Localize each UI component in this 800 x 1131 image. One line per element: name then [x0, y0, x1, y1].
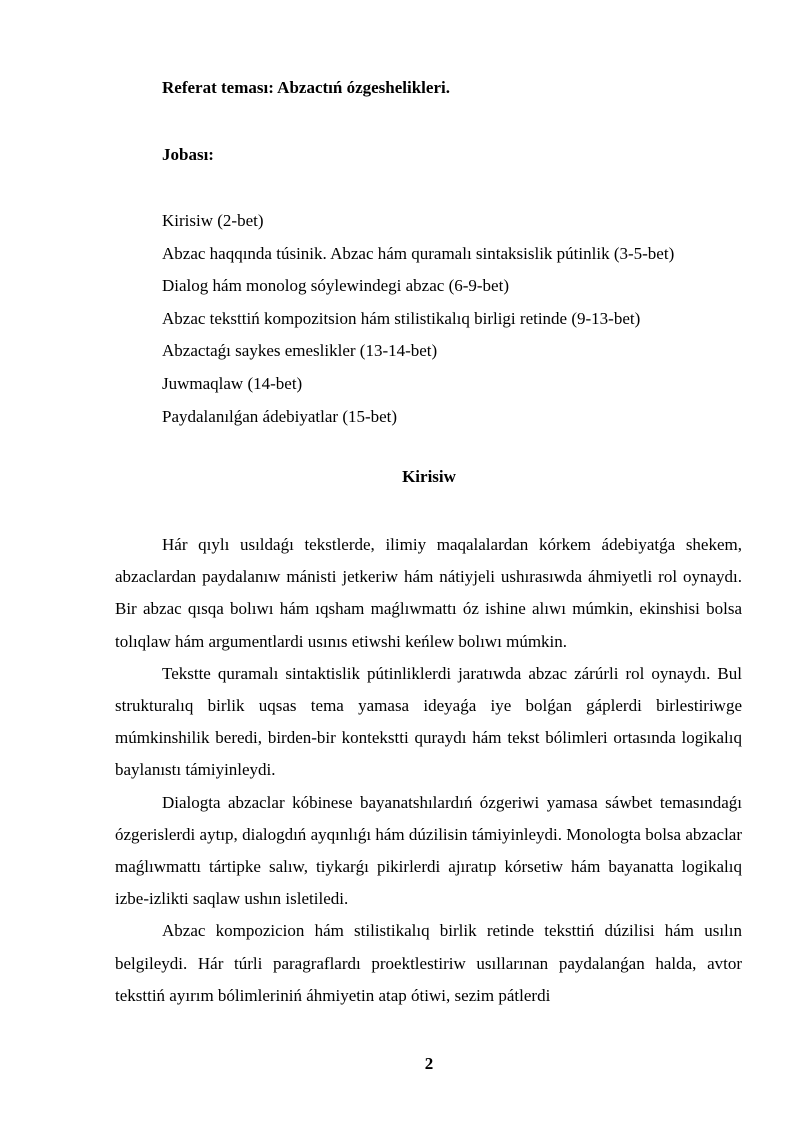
toc-item-composition: Abzac teksttiń kompozitsion hám stilistikalıq birligi retinde (9-13-bet) — [162, 308, 641, 328]
paragraph: Dialogta abzaclar kóbinese bayanatshılardıń ózgeriwi yamasa sáwbet temasındaǵı ózgerislerdi aytıp, dialogdıń ayqınlıǵı hám dúzilisin támiyinleydi. Monologta bolsa abzaclar maǵlıwmattı tártipke salıw, tiykarǵı pikirlerdi ajıratıp kórsetiw hám bayanatta logikalıq izbe-izlikti saqlaw ushın isletiledi. — [115, 792, 742, 909]
toc-item-concept: Abzac haqqında túsinik. Abzac hám quramalı sintaksislik pútinlik (3-5-bet) — [162, 243, 675, 263]
plan-heading: Jobası: — [162, 145, 214, 164]
paragraph: Abzac kompozicion hám stilistikalıq birlik retinde teksttiń dúzilisi hám usılın belgileydi. Hár túrli paragraflardı proektlestiriw usıllarınan paydalanǵan halda, avtor teksttiń ayırım bólimleriniń áhmiyetin atap ótiwi, sezim pátlerdi — [115, 921, 742, 1005]
toc-item-intro: Kirisiw (2-bet) — [162, 211, 264, 230]
toc-item-dialog-monolog: Dialog hám monolog sóylewindegi abzac (6-9-bet) — [162, 276, 509, 296]
paragraph: Tekstte quramalı sintaktislik pútinliklerdi jaratıwda abzac zárúrli rol oynaydı. Bul strukturalıq birlik uqsas tema yamasa ideyaǵa iye bolǵan gáplerdi birlestiriwge múmkinshilik beredi, birden-bir kontekstti quraydı hám tekst bólimleri ortasında logikalıq baylanıstı támiyinleydi. — [115, 663, 742, 780]
section-title: Kirisiw — [402, 467, 456, 486]
toc-item-mismatches: Abzactaǵı saykes emeslikler (13-14-bet) — [162, 341, 438, 361]
toc-item-conclusion: Juwmaqlaw (14-bet) — [162, 373, 303, 393]
body-text — [115, 529, 742, 1012]
page-number: 2 — [424, 1054, 434, 1073]
table-of-contents — [162, 205, 674, 433]
topic-heading: Referat teması: Abzactıń ózgeshelikleri. — [162, 78, 450, 97]
toc-item-references: Paydalanılǵan ádebiyatlar (15-bet) — [162, 406, 398, 426]
paragraph: Hár qıylı usıldaǵı tekstlerde, ilimiy maqalalardan kórkem ádebiyatǵa shekem, abzaclardan paydalanıw mánisti jetkeriw hám nátiyjeli ushırasıwda áhmiyetli rol oynaydı. Bir abzac qısqa bolıwı hám ıqsham maǵlıwmattı óz ishine alıwı múmkin, ekinshisi bolsa tolıqlaw hám argumentlardi usınıs etiwshi keńlew bolıwı múmkin. — [115, 535, 742, 651]
